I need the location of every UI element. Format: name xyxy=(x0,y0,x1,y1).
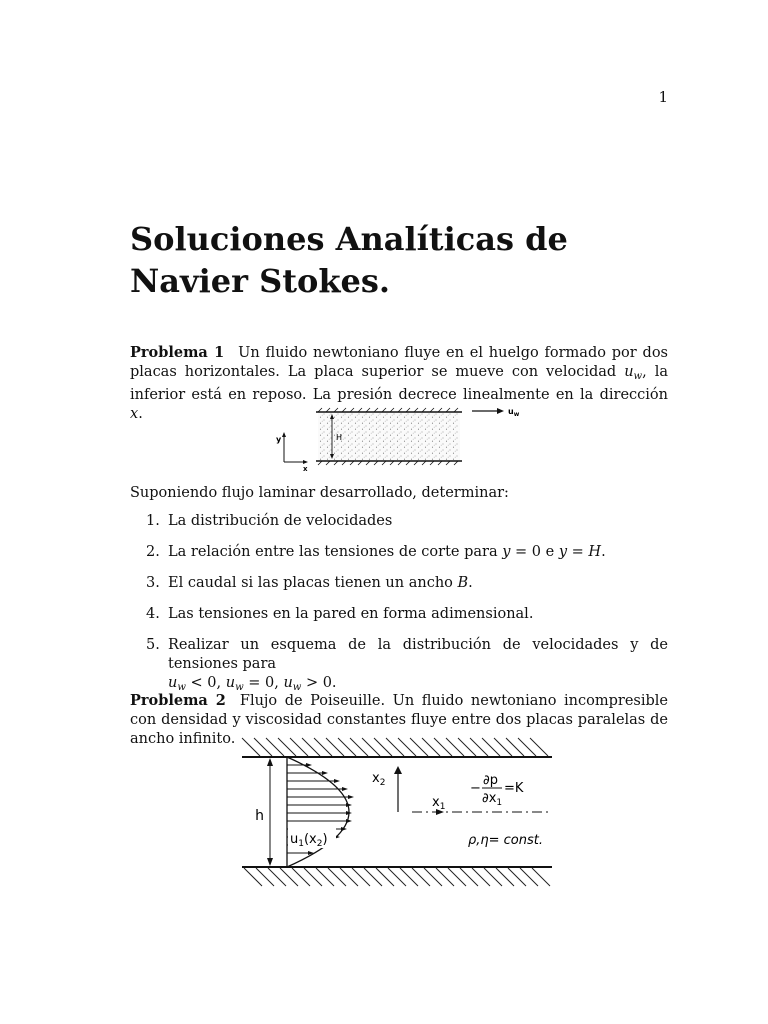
problem1-text-b: , la inferior está en reposo. La presión decrece linealmente en la dirección xyxy=(130,364,668,403)
page-title: Soluciones Analíticas de Navier Stokes. xyxy=(130,220,568,300)
fluid-properties: ρ,η= const. xyxy=(468,833,543,848)
list-item: 5. Realizar un esquema de la distribución de velocidades y de tensiones para $u_w < 0$, $u_w = 0$, $u_w > 0$. xyxy=(146,637,668,693)
list-item: 3. El caudal si las placas tienen un ancho B. xyxy=(146,575,473,591)
problem1-intro: Suponiendo flujo laminar desarrollado, determinar: xyxy=(130,485,509,501)
x-axis-label: x xyxy=(303,465,308,473)
problem2-label: Problema 2 xyxy=(130,692,226,709)
problem1-text-a: Un fluido newtoniano fluye en el huelgo formado por dos placas horizontales. La placa superior se mueve con velocidad xyxy=(130,345,668,380)
pressure-denominator: $\partial x_1$ xyxy=(482,791,503,808)
x1-label: $x_1$ xyxy=(432,795,446,812)
uw-symbol: $u_w$ xyxy=(624,364,643,382)
x-symbol: x xyxy=(130,406,139,422)
top-wall-hatch xyxy=(242,738,548,756)
height-label: H xyxy=(336,433,343,442)
poiseuille-figure xyxy=(240,736,556,890)
pressure-numerator: ∂p xyxy=(483,773,498,788)
list-item: 2. La relación entre las tensiones de corte para y = 0 e y = H. xyxy=(146,544,606,560)
problem1-label: Problema 1 xyxy=(130,344,225,361)
list-item: 4. Las tensiones en la pared en forma adimensional. xyxy=(146,606,534,622)
velocity-label: $u_w$ xyxy=(508,407,520,418)
velocity-profile-curve xyxy=(287,757,349,867)
h-label: h xyxy=(255,808,264,824)
y-axis-label: y xyxy=(276,435,282,444)
page-number: 1 xyxy=(658,88,668,106)
x2-label: $x_2$ xyxy=(372,771,386,788)
pressure-equals-k: =K xyxy=(504,781,524,796)
problem2-text: Flujo de Poiseuille. Un fluido newtoniano incompresible con densidad y viscosidad constantes fluye entre dos placas paralelas de ancho infinito. xyxy=(130,693,668,747)
problem1-statement: Problema 1 Un fluido newtoniano fluye en el huelgo formado por dos placas horizontales. La placa superior se mueve con velocidad $u_w$, la inferior está en reposo. La presión decrece linealmente en la dirección x. xyxy=(130,344,668,422)
couette-figure xyxy=(270,404,530,474)
list-item: 1. La distribución de velocidades xyxy=(146,513,393,529)
profile-label: $u_1(x_2)$ xyxy=(290,832,328,849)
pressure-minus: − xyxy=(470,781,481,796)
problem1-task-list xyxy=(130,512,668,697)
bottom-wall-hatch xyxy=(244,868,550,886)
